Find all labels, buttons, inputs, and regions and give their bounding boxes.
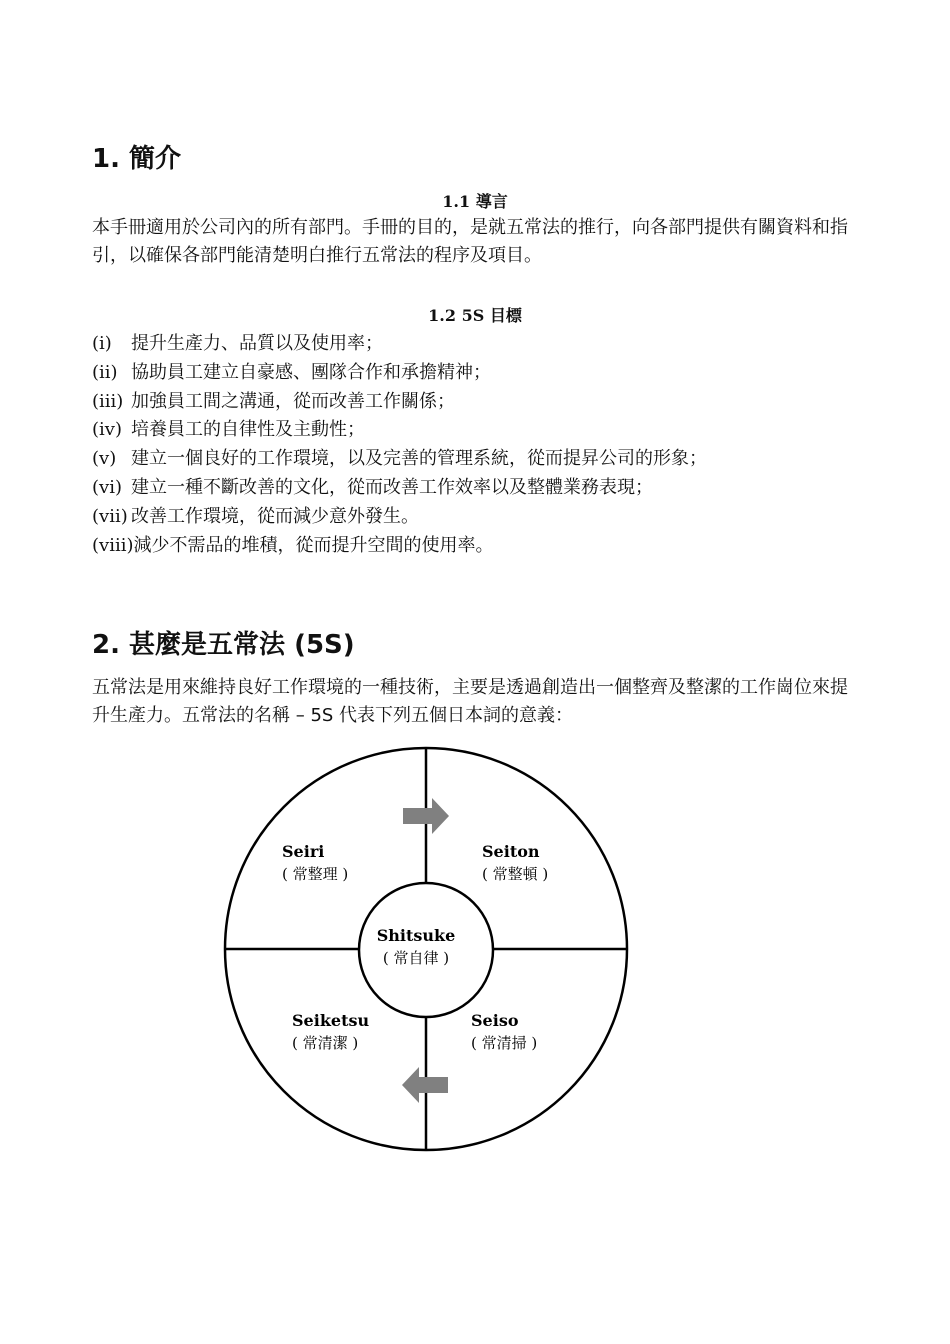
seiketsu-chinese: ( 常清潔 ): [292, 1034, 359, 1052]
seiketsu-label: Seiketsu: [292, 1011, 370, 1030]
section-2-heading: 2. 甚麼是五常法 (5S): [92, 630, 355, 660]
section-1-heading: 1. 簡介: [92, 144, 182, 174]
list-item: (v) 建立一個良好的工作環境，以及完善的管理系統，從而提昇公司的形象；: [92, 448, 707, 470]
list-item: (ii) 協助員工建立自豪感、團隊合作和承擔精神；: [92, 361, 491, 383]
seiri-label: Seiri: [282, 842, 325, 861]
seiri-chinese: ( 常整理 ): [282, 865, 349, 883]
section-1-1-paragraph: 本手冊適用於公司內的所有部門。手冊的目的，是就五常法的推行，向各部門提供有關資料和指引，以確保各部門能清楚明白推行五常法的程序及項目。: [92, 217, 848, 266]
section-2-paragraph: 五常法是用來維持良好工作環境的一種技術，主要是透過創造出一個整齊及整潔的工作崗位來提升生產力。五常法的名稱 – 5S 代表下列五個日本詞的意義：: [92, 677, 848, 726]
list-item: (iv) 培養員工的自律性及主動性；: [92, 419, 365, 441]
shitsuke-label: Shitsuke: [376, 926, 456, 945]
seiton-chinese: ( 常整頓 ): [482, 865, 549, 883]
list-item: (vi) 建立一種不斷改善的文化，從而改善工作效率以及整體業務表現；: [92, 476, 653, 498]
seiso-label: Seiso: [471, 1011, 519, 1030]
seiton-label: Seiton: [482, 842, 540, 861]
list-item: (i) 提升生產力、品質以及使用率；: [92, 333, 383, 354]
section-1-1-title: 1.1 導言: [442, 192, 508, 211]
list-item: (iii) 加強員工間之溝通，從而改善工作關係；: [92, 390, 455, 412]
shitsuke-chinese: ( 常自律 ): [382, 949, 450, 967]
seiso-chinese: ( 常清掃 ): [471, 1034, 538, 1052]
list-item: (vii) 改善工作環境，從而減少意外發生。: [92, 505, 419, 527]
section-1-2-title: 1.2 5S 目標: [428, 306, 522, 325]
list-item: (viii) 減少不需品的堆積，從而提升空間的使用率。: [92, 534, 494, 556]
